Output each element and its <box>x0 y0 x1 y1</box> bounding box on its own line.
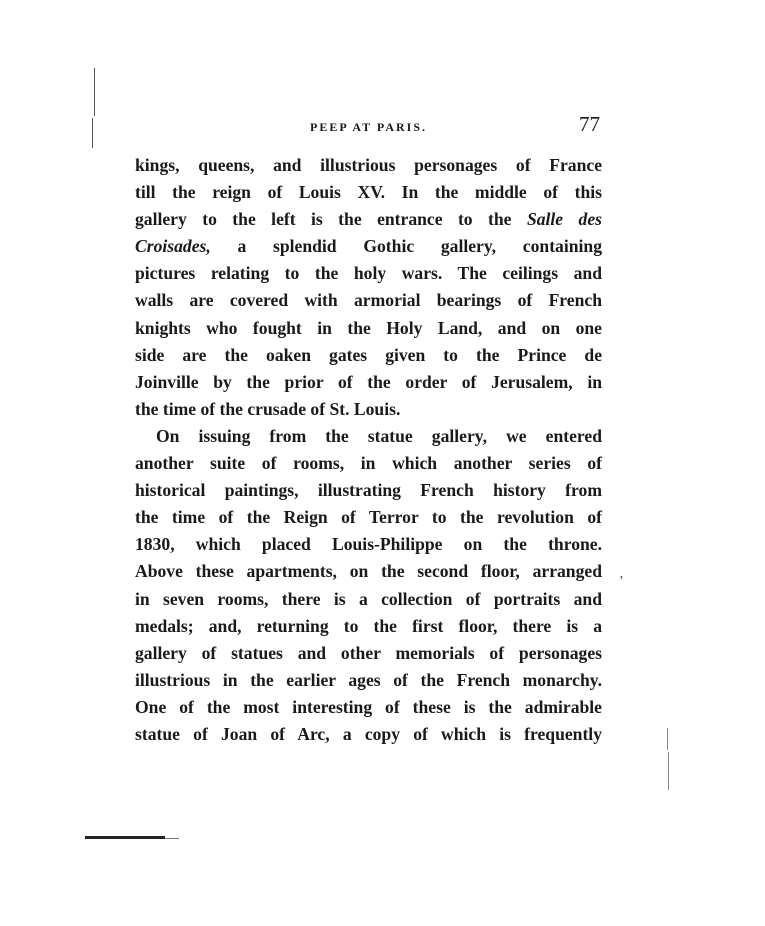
right-margin-mark <box>668 752 669 790</box>
footer-rule <box>85 836 165 839</box>
text-line: On issuing from the statue gallery, we entered <box>156 425 602 446</box>
text-segment: gallery to the left is the entrance to the <box>135 209 512 230</box>
text-line: the time of the crusade of St. Louis. <box>135 398 401 419</box>
text-line: 1830, which placed Louis-Philippe on the throne. <box>135 534 602 555</box>
running-head: PEEP AT PARIS. <box>309 120 428 134</box>
left-margin-mark <box>94 68 95 116</box>
text-line: historical paintings, illustrating French history from <box>135 480 602 501</box>
text-line: in seven rooms, there is a collection of portraits and <box>135 588 602 609</box>
text-segment: a splendid Gothic gallery, containing <box>237 236 602 257</box>
text-line: pictures relating to the holy wars. The ceilings and <box>135 263 602 284</box>
left-margin-mark <box>92 118 93 148</box>
text-line: till the reign of Louis XV. In the middle of this <box>135 182 602 203</box>
italic-title: Croisades, <box>135 236 211 257</box>
page-number: 77 <box>579 112 600 136</box>
text-line: walls are covered with armorial bearings of French <box>135 290 602 311</box>
text-line: medals; and, returning to the first floor, there is a <box>135 615 602 636</box>
right-margin-mark <box>667 728 668 750</box>
footer-rule-tail <box>165 838 179 839</box>
text-line <box>135 206 602 233</box>
page-header <box>135 112 602 142</box>
text-line: gallery of statues and other memorials of personages <box>135 642 602 663</box>
text-line: knights who fought in the Holy Land, and on one <box>135 317 602 338</box>
text-line: statue of Joan of Arc, a copy of which is frequently <box>135 723 602 744</box>
text-line: the time of the Reign of Terror to the revolution of <box>135 507 602 528</box>
text-line: Above these apartments, on the second floor, arranged <box>135 561 602 582</box>
italic-title: Salle des <box>526 209 602 230</box>
text-line: side are the oaken gates given to the Prince de <box>135 344 602 365</box>
text-line: One of the most interesting of these is the admirable <box>135 696 602 717</box>
stray-mark: ’ <box>619 574 624 589</box>
text-line: another suite of rooms, in which another series of <box>135 453 602 474</box>
text-line: kings, queens, and illustrious personages of France <box>135 155 602 175</box>
body-text <box>135 152 602 748</box>
text-line: Joinville by the prior of the order of Jerusalem, in <box>135 371 602 392</box>
text-line: illustrious in the earlier ages of the French monarchy. <box>135 669 602 690</box>
text-line <box>135 233 602 260</box>
